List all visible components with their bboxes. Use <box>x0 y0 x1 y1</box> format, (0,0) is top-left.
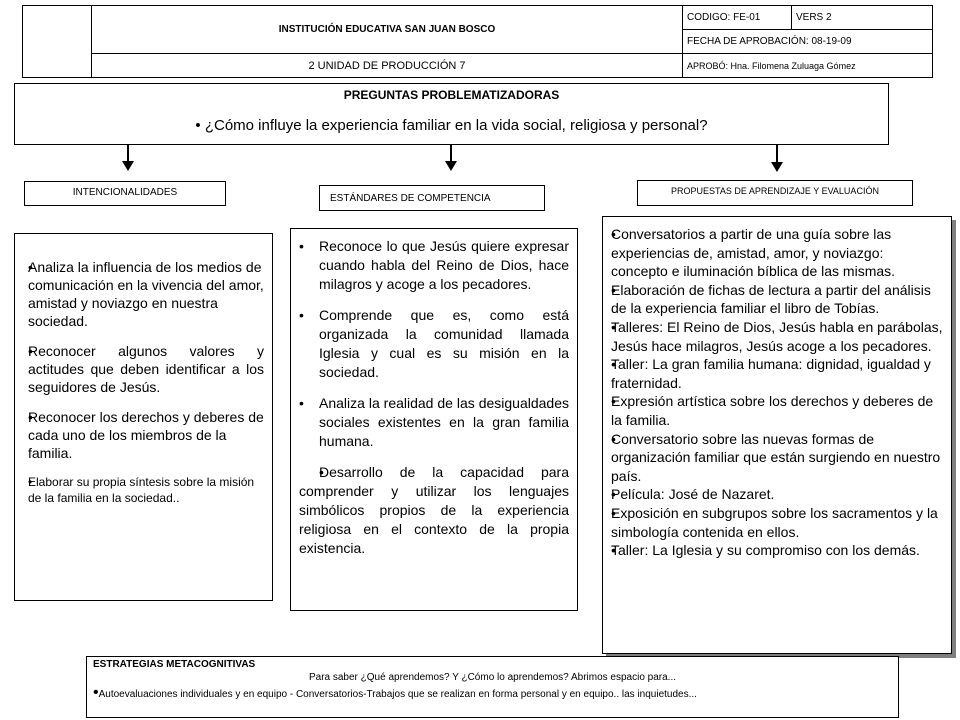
list-item: • Expresión artística sobre los derechos y deberes de la familia. <box>611 392 943 429</box>
intencionalidades-label: INTENCIONALIDADES <box>24 181 226 206</box>
bullet-icon: • <box>195 117 205 134</box>
unit-cell: 2 UNIDAD DE PRODUCCIÓN 7 <box>92 54 683 78</box>
list-item: • Conversatorio sobre las nuevas formas de organización familiar que están surgiendo en nuestro país. <box>611 430 943 486</box>
approved-by-cell: APROBÓ: Hna. Filomena Zuluaga Gómez <box>683 54 933 78</box>
list-item: • Reconocer los derechos y deberes de cada uno de los miembros de la familia. <box>28 408 264 462</box>
estandares-label: ESTÁNDARES DE COMPETENCIA <box>319 185 545 211</box>
strategies-line1: Para saber ¿Qué aprendemos? Y ¿Cómo lo aprendemos? Abrimos espacio para... <box>308 672 677 683</box>
list-item: • Talleres: El Reino de Dios, Jesús habla en parábolas, Jesús hace milagros, Jesús acoge a los pecadores. <box>611 318 943 355</box>
strategies-line2-text: Autoevaluaciones individuales y en equipo - Conversatorios-Trabajos que se realizan en forma personal y en equipo.. las inquietudes... <box>98 689 697 700</box>
institution-name: INSTITUCIÓN EDUCATIVA SAN JUAN BOSCO <box>92 6 683 54</box>
list-item: • Analiza la realidad de las desigualdades sociales existentes en la gran familia humana. <box>299 394 569 451</box>
estandares-list <box>299 237 569 558</box>
bullet-icon: • <box>93 684 99 701</box>
strategies-line2 <box>93 684 892 702</box>
list-item: • Desarrollo de la capacidad para comprender y utilizar los lenguajes simbólicos propios de la experiencia religiosa en el contexto de la propia existencia. <box>299 463 569 558</box>
strategies-title: ESTRATEGIAS METACOGNITIVAS <box>93 659 256 670</box>
code-cell: CODIGO: FE-01 <box>683 6 792 30</box>
questions-question <box>15 117 888 134</box>
logo-cell <box>23 6 92 78</box>
list-item: • Analiza la influencia de los medios de comunicación en la vivencia del amor, amistad y noviazgo en nuestra sociedad. <box>28 258 264 330</box>
list-item: • Elaborar su propia síntesis sobre la misión de la familia en la sociedad.. <box>28 474 264 506</box>
questions-box <box>14 83 889 145</box>
list-item: • Taller: La gran familia humana: dignidad, igualdad y fraternidad. <box>611 355 943 392</box>
estandares-box <box>290 228 578 611</box>
strategies-box <box>86 656 899 718</box>
list-item: • Reconoce lo que Jesús quiere expresar cuando habla del Reino de Dios, hace milagros y acoge a los pecadores. <box>299 237 569 294</box>
list-item: • Conversatorios a partir de una guía sobre las experiencias de, amistad, amor, y noviazgo: concepto e iluminación bíblica de las mismas. <box>611 225 943 281</box>
intencionalidades-list <box>28 258 264 506</box>
list-item: • Reconocer algunos valores y actitudes que deben identificar a los seguidores de Jesús. <box>28 342 264 396</box>
question-text: ¿Cómo influye la experiencia familiar en la vida social, religiosa y personal? <box>204 117 708 134</box>
intencionalidades-box <box>14 233 273 601</box>
list-item: • Elaboración de fichas de lectura a partir del análisis de la experiencia familiar el libro de Tobías. <box>611 281 943 318</box>
questions-title: PREGUNTAS PROBLEMATIZADORAS <box>343 88 560 102</box>
header-table <box>22 5 933 78</box>
list-item: • Comprende que es, como está organizada la comunidad llamada Iglesia y cual es su misión en la sociedad. <box>299 306 569 382</box>
propuestas-box <box>602 216 952 654</box>
list-item: • Película: José de Nazaret. <box>611 485 943 504</box>
list-item: • Exposición en subgrupos sobre los sacramentos y la simbología contenida en ellos. <box>611 504 943 541</box>
list-item: • Taller: La Iglesia y su compromiso con los demás. <box>611 541 943 560</box>
propuestas-list <box>611 225 943 560</box>
approval-date-cell: FECHA DE APROBACIÓN: 08-19-09 <box>683 30 933 54</box>
propuestas-label: PROPUESTAS DE APRENDIZAJE Y EVALUACIÓN <box>637 180 913 206</box>
version-cell: VERS 2 <box>792 6 933 30</box>
